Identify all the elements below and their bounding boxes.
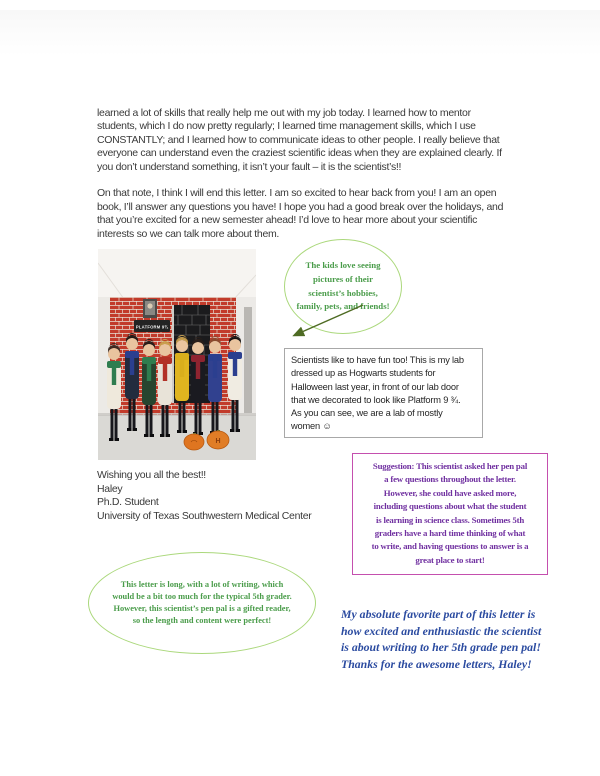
- text-line: dressed up as Hogwarts students for: [291, 368, 436, 379]
- text-line: family, pets, and friends!: [296, 301, 390, 312]
- favorite-note: [341, 606, 583, 672]
- text-line: On that note, I think I will end this letter. I am so excited to hear back from you! I am an open: [97, 187, 497, 200]
- platform-sign: [134, 320, 170, 332]
- letter-paragraph-2: [97, 187, 503, 241]
- text-line: Scientists like to have fun too! This is my lab: [291, 355, 464, 365]
- text-line: a few questions throughout the letter.: [384, 474, 516, 485]
- photo-ceiling: [98, 249, 256, 299]
- text-line: great place to start!: [415, 554, 485, 565]
- text-line: interests so we can talk more about them.: [97, 227, 280, 240]
- paragraph-gap: [97, 174, 503, 187]
- length-bubble: [88, 552, 316, 654]
- text-line: The kids love seeing: [305, 259, 381, 270]
- text-line: everyone can understand even the craziest scientific ideas when they are explained clearly. If: [97, 147, 502, 160]
- portrait-poster: [143, 299, 157, 318]
- photo-caption-box: [284, 348, 483, 438]
- photo-wall-panel: [244, 307, 252, 413]
- text-line: including questions about what the student: [373, 501, 527, 512]
- bubble-arrow: [281, 300, 373, 345]
- text-line: My absolute favorite part of this letter is: [341, 607, 536, 621]
- text-line: would be a bit too much for the typical 5th grader.: [112, 591, 292, 601]
- text-line: Thanks for the awesome letters, Haley!: [341, 656, 532, 671]
- page-scan-shade: [0, 10, 600, 56]
- letter-signature-block: [97, 469, 311, 523]
- text-line: graders have a hard time thinking of what: [374, 528, 526, 539]
- letter-body-text: [97, 107, 503, 241]
- text-line: is about writing to her 5th grade pen pal!: [341, 640, 541, 655]
- text-line: you don’t understand something, it isn’t your fault – it is the scientist’s!!: [97, 160, 402, 173]
- text-line: Ph.D. Student: [97, 496, 159, 508]
- letter-paragraph-1: [97, 107, 503, 174]
- text-line: students, which I do now pretty regularly; I learned time management skills, which I use: [97, 120, 476, 133]
- text-line: how excited and enthusiastic the scientist: [341, 623, 542, 638]
- text-line: As you can see, we are a lab of mostly: [291, 408, 443, 419]
- text-line: learned a lot of skills that really help me out with my job today. I learned how to mentor: [97, 107, 471, 119]
- text-line: women ☺: [291, 421, 332, 432]
- text-line: Suggestion: This scientist asked her pen pal: [372, 461, 528, 471]
- suggestion-box: [352, 453, 548, 575]
- text-line: Halloween last year, in front of our lab door: [291, 381, 459, 392]
- text-line: pictures of their: [313, 273, 373, 284]
- text-line: Haley: [97, 482, 123, 495]
- pumpkin-letter: H: [215, 438, 221, 445]
- text-line: However, this scientist’s pen pal is a gifted reader,: [113, 604, 291, 613]
- text-line: However, she could have asked more,: [383, 487, 517, 498]
- platform-sign-text: PLATFORM 9¾: [135, 324, 169, 330]
- text-line: to write, and having questions to answer is a: [371, 541, 529, 552]
- text-line: Wishing you all the best!!: [97, 469, 206, 481]
- text-line: is learning in science class. Sometimes 5th: [375, 514, 525, 525]
- text-line: University of Texas Southwestern Medical Center: [97, 509, 312, 522]
- lab-halloween-photo: [98, 249, 256, 460]
- text-line: that you’re excited for a new semester ahead! I’d love to hear more about your scientific: [97, 214, 478, 227]
- text-line: This letter is long, with a lot of writing, which: [120, 579, 284, 589]
- text-line: CONSTANTLY; and I learned how to communicate ideas to other people. I really believe that: [97, 133, 500, 146]
- text-line: scientist’s hobbies,: [308, 287, 378, 298]
- text-line: that we decorated to look like Platform 9 ¾.: [291, 394, 461, 405]
- text-line: so the length and content were perfect!: [132, 616, 272, 626]
- text-line: book, I’ll answer any questions you have! I hope you had a good break over the holidays, and: [97, 200, 504, 213]
